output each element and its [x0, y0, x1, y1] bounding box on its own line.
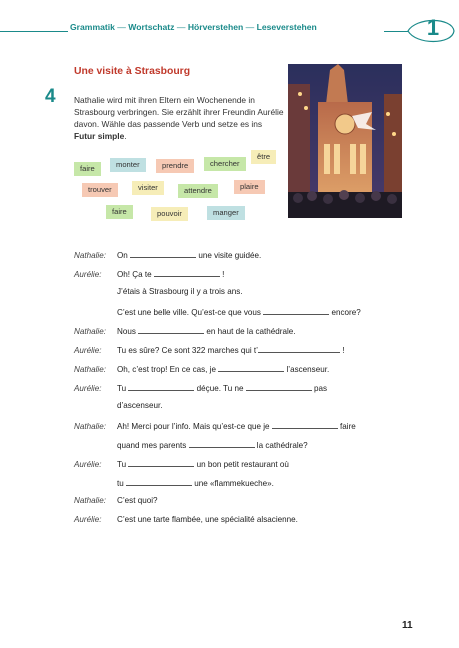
line-text: !	[342, 346, 345, 355]
verb-chip[interactable]: attendre	[178, 184, 218, 198]
page-number: 11	[402, 620, 413, 631]
verb-chip[interactable]: pouvoir	[151, 207, 188, 221]
dialogue-line	[74, 495, 158, 506]
line-text: On	[117, 251, 128, 260]
nav-leseverstehen[interactable]: Leseverstehen	[256, 22, 317, 32]
nav-separator: —	[245, 22, 255, 32]
answer-blank[interactable]	[154, 267, 220, 277]
speaker-label: Aurélie:	[74, 384, 102, 393]
line-text: d’ascenseur.	[117, 401, 163, 410]
speaker-label: Nathalie:	[74, 422, 106, 431]
exercise-number: 4	[45, 86, 56, 107]
line-text: C’est une belle ville. Qu’est-ce que vous	[117, 308, 261, 317]
line-text: l’ascenseur.	[286, 365, 330, 374]
verb-chip[interactable]: être	[251, 150, 276, 164]
dialogue-line	[74, 419, 356, 432]
verb-chip[interactable]: chercher	[204, 157, 246, 171]
dialogue-line	[74, 457, 289, 470]
answer-blank[interactable]	[263, 305, 329, 315]
speaker-label: Nathalie:	[74, 496, 106, 505]
line-text: pas	[313, 384, 328, 393]
verb-chip[interactable]: visiter	[132, 181, 164, 195]
line-text: déçue. Tu ne	[196, 384, 244, 393]
nav-hoerverstehen[interactable]: Hörverstehen	[187, 22, 244, 32]
line-text: quand mes parents	[117, 441, 187, 450]
verb-chip[interactable]: monter	[110, 158, 146, 172]
chapter-number: 1	[426, 15, 440, 40]
answer-blank[interactable]	[218, 362, 284, 372]
exercise-instructions	[74, 94, 284, 142]
verb-chip[interactable]: trouver	[82, 183, 118, 197]
line-text: tu	[117, 479, 124, 488]
speaker-label: Nathalie:	[74, 365, 106, 374]
speaker-label: Aurélie:	[74, 346, 102, 355]
nav-separator: —	[176, 22, 186, 32]
cathedral-photo	[288, 64, 402, 218]
exercise-title: Une visite à Strasbourg	[74, 66, 191, 77]
instructions-end: .	[124, 131, 127, 141]
line-text: Oh! Ça te	[117, 270, 152, 279]
speaker-label: Nathalie:	[74, 251, 106, 260]
speaker-label: Aurélie:	[74, 515, 102, 524]
dialogue-line	[74, 514, 298, 525]
dialogue-line	[74, 476, 274, 489]
answer-blank[interactable]	[272, 419, 338, 429]
line-text: Tu	[117, 460, 127, 469]
answer-blank[interactable]	[128, 457, 194, 467]
line-text: !	[222, 270, 225, 279]
section-nav	[70, 22, 317, 32]
instructions-bold: Futur simple	[74, 131, 125, 141]
nav-separator: —	[117, 22, 126, 32]
answer-blank[interactable]	[189, 438, 255, 448]
dialogue-line	[74, 248, 261, 261]
speaker-label: Nathalie:	[74, 327, 106, 336]
line-text: en haut de la cathédrale.	[206, 327, 296, 336]
answer-blank[interactable]	[126, 476, 192, 486]
dialogue-line	[74, 286, 243, 297]
answer-blank[interactable]	[246, 381, 312, 391]
answer-blank[interactable]	[128, 381, 194, 391]
verb-chip[interactable]: prendre	[156, 159, 194, 173]
line-text: Oh, c’est trop! En ce cas, je	[117, 365, 216, 374]
verb-chip[interactable]: plaire	[234, 180, 265, 194]
dialogue-line	[74, 324, 296, 337]
dialogue-line	[74, 343, 344, 356]
answer-blank[interactable]	[138, 324, 204, 334]
dialogue-line	[74, 400, 162, 411]
line-text: J’étais à Strasbourg il y a trois ans.	[117, 287, 243, 296]
line-text: une «flammekueche».	[194, 479, 274, 488]
line-text: Nous	[117, 327, 136, 336]
verb-chip[interactable]: faire	[106, 205, 133, 219]
line-text: C’est une tarte flambée, une spécialité alsacienne.	[117, 515, 298, 524]
verb-chip[interactable]: manger	[207, 206, 245, 220]
answer-blank[interactable]	[130, 248, 196, 258]
dialogue-line	[74, 438, 308, 451]
line-text: C’est quoi?	[117, 496, 158, 505]
speaker-label: Aurélie:	[74, 460, 102, 469]
line-text: faire	[340, 422, 356, 431]
line-text: un bon petit restaurant où	[196, 460, 289, 469]
dialogue-line	[74, 381, 327, 394]
dialogue-line	[74, 305, 361, 318]
line-text: Tu es sûre? Ce sont 322 marches qui t’	[117, 346, 258, 355]
line-text: Tu	[117, 384, 127, 393]
nav-grammatik[interactable]: Grammatik	[70, 22, 115, 32]
line-text: la cathédrale?	[256, 441, 308, 450]
nav-wortschatz[interactable]: Wortschatz	[128, 22, 175, 32]
line-text: Ah! Merci pour l’info. Mais qu’est-ce que je	[117, 422, 270, 431]
verb-chip[interactable]: faire	[74, 162, 101, 176]
line-text: encore?	[331, 308, 361, 317]
speaker-label: Aurélie:	[74, 270, 102, 279]
dialogue-line	[74, 267, 224, 280]
answer-blank[interactable]	[258, 343, 340, 353]
line-text: une visite guidée.	[198, 251, 262, 260]
dialogue-line	[74, 362, 329, 375]
instructions-text: Nathalie wird mit ihren Eltern ein Wochenende in Strasbourg verbringen. Sie erzählt ihrer Freundin Aurélie davon. Wähle das passende Verb und setze es ins	[74, 95, 284, 129]
header-rule-left	[0, 31, 68, 32]
